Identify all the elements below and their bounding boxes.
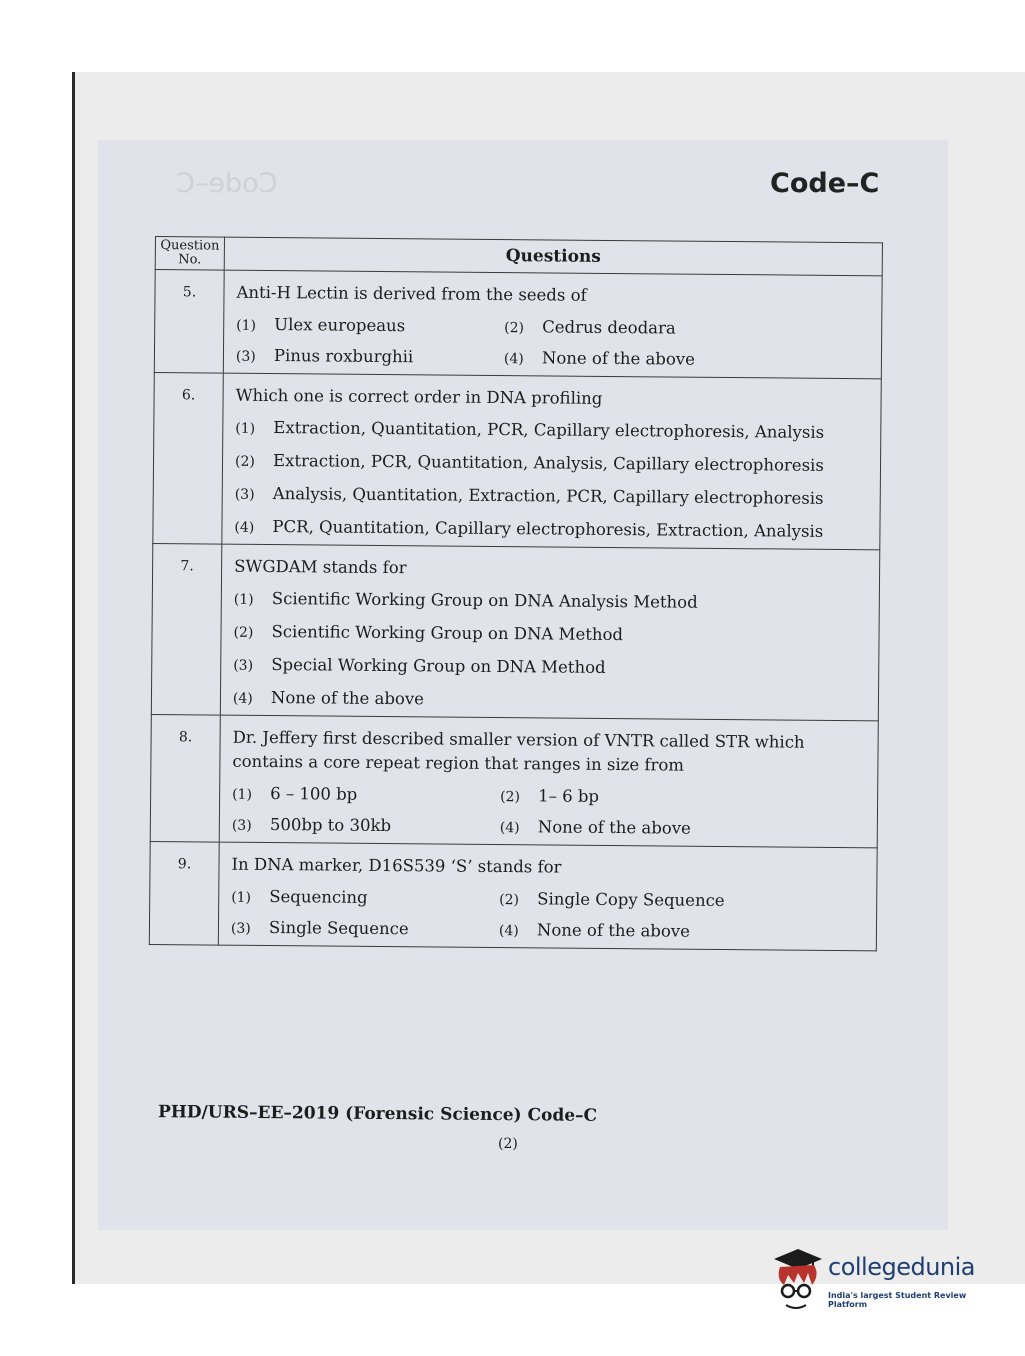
answer-option — [504, 348, 871, 370]
answer-option — [232, 784, 500, 805]
question-row — [150, 714, 878, 847]
header-question-no: Question No. — [155, 237, 224, 271]
answer-option — [500, 817, 867, 839]
option-text: None of the above — [270, 688, 425, 709]
questions-table — [149, 236, 883, 951]
question-content — [218, 842, 877, 951]
question-stem: Dr. Jeffery first described smaller version of VNTR called STR which contains a core repeat region that ranges in size from — [232, 727, 805, 775]
option-number: (3) — [235, 348, 256, 365]
question-number: 9. — [149, 841, 219, 945]
questions-body — [149, 270, 882, 951]
option-number: (4) — [503, 351, 524, 368]
paper-code: Code–C — [770, 168, 880, 199]
option-text: Sequencing — [269, 887, 368, 907]
question-content — [220, 544, 879, 721]
question-number: 5. — [154, 270, 224, 374]
option-number: (3) — [230, 920, 251, 937]
option-number: (2) — [499, 892, 520, 909]
answer-option — [499, 889, 866, 911]
option-text: None of the above — [537, 817, 691, 838]
question-content — [223, 270, 882, 379]
answer-option — [235, 418, 870, 443]
answer-option — [234, 517, 869, 542]
bleed-through-code: Code–C — [176, 168, 278, 199]
option-text: Ulex europeaus — [274, 315, 406, 336]
option-number: (1) — [235, 420, 256, 437]
question-row — [151, 543, 879, 720]
option-text: PCR, Quantitation, Capillary electrophoresis, Extraction, Analysis — [272, 517, 824, 541]
option-text: 1– 6 bp — [538, 786, 600, 806]
question-stem: SWGDAM stands for — [234, 556, 407, 578]
option-number: (1) — [233, 591, 254, 608]
option-text: Single Sequence — [268, 918, 409, 939]
option-list — [233, 589, 869, 713]
question-stem: Which one is correct order in DNA profiling — [235, 385, 603, 408]
option-number: (4) — [499, 820, 520, 837]
question-row — [149, 841, 877, 950]
answer-option — [500, 786, 867, 808]
page-number: (2) — [498, 1136, 518, 1152]
option-number: (3) — [231, 817, 252, 834]
option-list — [234, 418, 870, 542]
question-row — [154, 270, 882, 379]
question-stem: Anti-H Lectin is derived from the seeds of — [236, 282, 587, 305]
answer-option — [233, 688, 868, 713]
option-number: (2) — [233, 624, 254, 641]
logo-wordmark: collegedunia — [828, 1253, 976, 1281]
header-questions: Questions — [224, 237, 882, 276]
answer-option — [231, 918, 499, 939]
option-number: (1) — [232, 786, 253, 803]
option-text: Special Working Group on DNA Method — [271, 655, 606, 677]
option-text: None of the above — [541, 348, 696, 369]
option-text: Extraction, Quantitation, PCR, Capillary electrophoresis, Analysis — [273, 418, 825, 442]
answer-option — [231, 887, 499, 908]
option-text: 6 – 100 bp — [270, 784, 358, 804]
option-number: (2) — [500, 789, 521, 806]
answer-option — [232, 815, 500, 836]
option-text: Analysis, Quantitation, Extraction, PCR, Capillary electrophoresis — [272, 484, 824, 508]
option-number: (1) — [231, 889, 252, 906]
answer-option — [234, 589, 869, 614]
answer-option — [235, 451, 870, 476]
option-number: (1) — [236, 317, 257, 334]
student-mascot-icon — [768, 1245, 826, 1315]
answer-option — [233, 655, 868, 680]
answer-option — [236, 315, 504, 336]
answer-option — [233, 622, 868, 647]
question-content — [222, 373, 881, 550]
option-number: (2) — [234, 453, 255, 470]
answer-option — [504, 317, 871, 339]
option-number: (3) — [233, 657, 254, 674]
option-number: (3) — [234, 486, 255, 503]
question-stem: In DNA marker, D16S539 ‘S’ stands for — [231, 854, 562, 877]
option-number: (2) — [504, 320, 525, 337]
option-text: Single Copy Sequence — [537, 889, 725, 910]
question-row — [153, 372, 881, 549]
option-text: Pinus roxburghii — [273, 346, 414, 367]
option-text: Scientific Working Group on DNA Analysis Method — [271, 589, 698, 612]
question-number: 8. — [150, 714, 220, 842]
question-number: 6. — [153, 372, 223, 544]
option-list — [231, 887, 866, 943]
answer-option — [499, 920, 866, 942]
option-number: (4) — [234, 519, 255, 536]
question-number: 7. — [151, 543, 221, 715]
option-text: None of the above — [536, 920, 691, 941]
logo-tagline: India's largest Student Review Platform — [828, 1291, 967, 1309]
option-number: (4) — [232, 690, 253, 707]
option-text: Cedrus deodara — [542, 317, 676, 338]
answer-option — [235, 484, 870, 509]
option-text: Scientific Working Group on DNA Method — [271, 622, 624, 645]
option-number: (4) — [498, 923, 519, 940]
option-list — [236, 315, 871, 371]
option-text: Extraction, PCR, Quantitation, Analysis, Capillary electrophoresis — [272, 451, 824, 475]
option-list — [232, 784, 867, 840]
option-text: 500bp to 30kb — [269, 815, 392, 836]
answer-option — [236, 346, 504, 367]
question-content — [219, 715, 878, 848]
exam-footer: PHD/URS–EE–2019 (Forensic Science) Code–C — [157, 1102, 598, 1126]
scan-edge — [72, 72, 75, 1284]
collegedunia-logo — [768, 1245, 998, 1325]
